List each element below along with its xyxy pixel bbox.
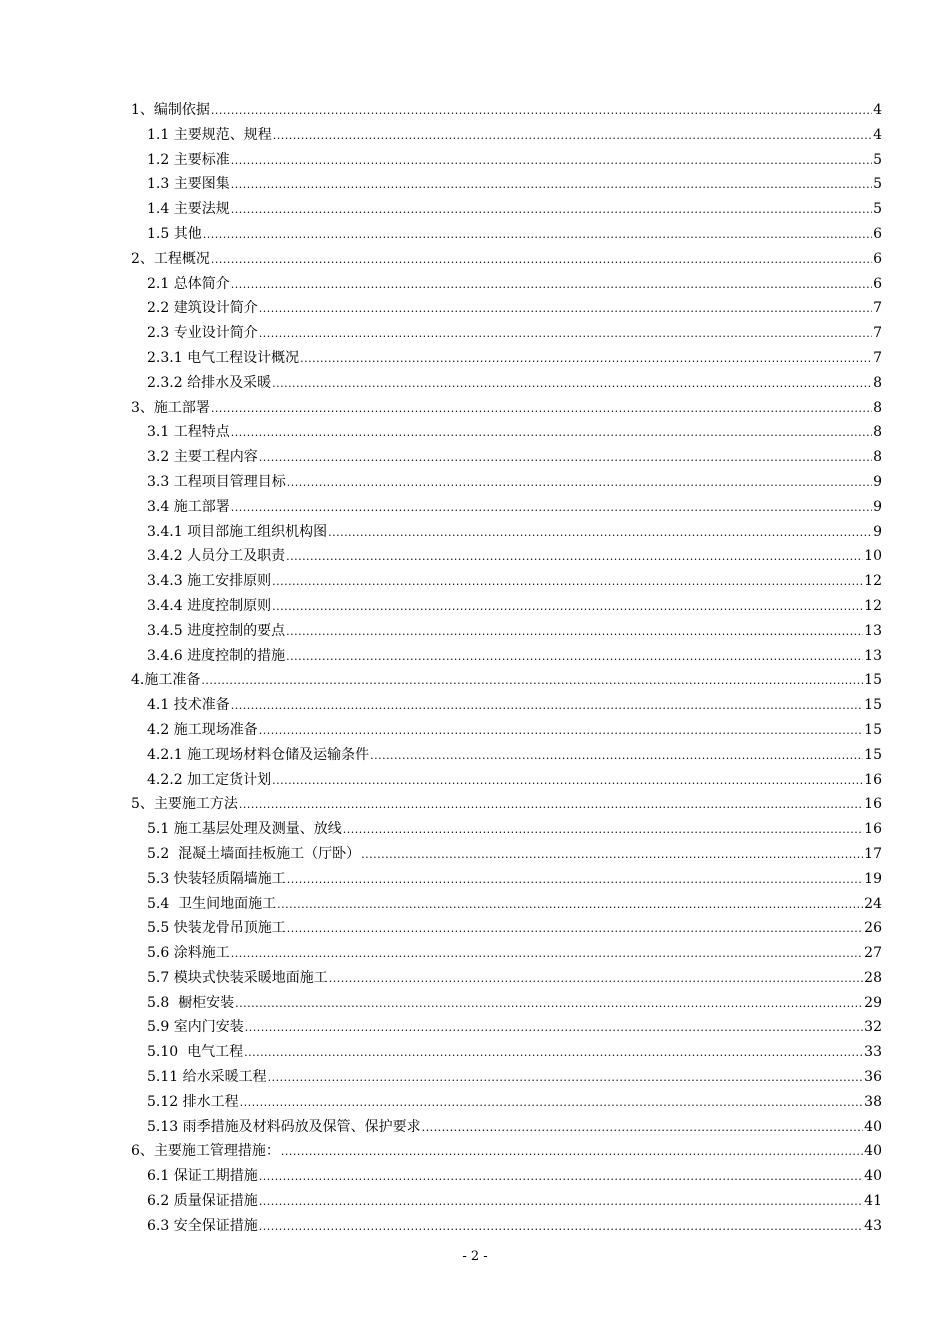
- toc-entry-page: 24: [864, 895, 882, 912]
- toc-section-entry[interactable]: [0, 420, 950, 445]
- toc-entry-title: 6.3 安全保证措施: [147, 1217, 258, 1234]
- toc-entry-title: 2.2 建筑设计简介: [147, 300, 258, 317]
- toc-chapter-entry[interactable]: [0, 396, 950, 421]
- toc-dot-leader: [259, 719, 863, 744]
- toc-chapter-entry[interactable]: [0, 792, 950, 817]
- toc-dot-leader: [231, 496, 872, 521]
- toc-dot-leader: [211, 397, 872, 422]
- toc-entry-title: 4.2 施工现场准备: [147, 721, 258, 738]
- toc-section-entry[interactable]: [0, 743, 950, 768]
- toc-entry-page: 6: [873, 275, 882, 292]
- toc-dot-leader: [259, 322, 872, 347]
- toc-entry-title: 4.施工准备: [131, 672, 201, 689]
- toc-section-entry[interactable]: [0, 867, 950, 892]
- toc-section-entry[interactable]: [0, 892, 950, 917]
- toc-dot-leader: [272, 769, 863, 794]
- toc-entry-title: 1.1 主要规范、规程: [147, 126, 272, 143]
- toc-entry-title: 5.6 涂料施工: [147, 945, 230, 962]
- toc-dot-leader: [287, 868, 863, 893]
- toc-dot-leader: [231, 421, 872, 446]
- toc-entry-page: 5: [873, 151, 882, 168]
- toc-entry-title: 3.4.6 进度控制的措施: [147, 647, 286, 664]
- toc-section-entry[interactable]: [0, 1040, 950, 1065]
- toc-section-entry[interactable]: [0, 768, 950, 793]
- toc-dot-leader: [231, 149, 872, 174]
- toc-entry-title: 3.1 工程特点: [147, 424, 230, 441]
- toc-entry-page: 16: [864, 796, 882, 813]
- toc-section-entry[interactable]: [0, 172, 950, 197]
- toc-section-entry[interactable]: [0, 966, 950, 991]
- toc-entry-page: 10: [864, 548, 882, 565]
- toc-entry-page: 12: [864, 573, 882, 590]
- toc-dot-leader: [277, 893, 863, 918]
- toc-entry-title: 5.8 橱柜安装: [147, 994, 235, 1011]
- toc-entry-page: 29: [864, 994, 882, 1011]
- toc-entry-page: 38: [864, 1093, 882, 1110]
- toc-entry-page: 7: [873, 325, 882, 342]
- toc-section-entry[interactable]: [0, 941, 950, 966]
- toc-section-entry[interactable]: [0, 842, 950, 867]
- toc-dot-leader: [370, 744, 863, 769]
- toc-dot-leader: [328, 521, 872, 546]
- toc-section-entry[interactable]: [0, 470, 950, 495]
- toc-dot-leader: [287, 917, 863, 942]
- toc-entry-title: 1.2 主要标准: [147, 151, 230, 168]
- toc-section-entry[interactable]: [0, 1164, 950, 1189]
- toc-section-entry[interactable]: [0, 445, 950, 470]
- toc-entry-title: 5.11 给水采暖工程: [147, 1069, 267, 1086]
- toc-entry-title: 3.4 施工部署: [147, 498, 230, 515]
- toc-entry-page: 33: [864, 1044, 882, 1061]
- toc-entry-page: 9: [873, 473, 882, 490]
- toc-entry-title: 6.1 保证工期措施: [147, 1168, 258, 1185]
- toc-entry-title: 4.2.1 施工现场材料仓储及运输条件: [147, 746, 370, 763]
- toc-chapter-entry[interactable]: [0, 247, 950, 272]
- toc-entry-title: 3.4.4 进度控制原则: [147, 597, 272, 614]
- toc-entry-page: 15: [864, 697, 882, 714]
- toc-dot-leader: [231, 198, 872, 223]
- toc-entry-page: 43: [864, 1217, 882, 1234]
- toc-section-entry[interactable]: [0, 272, 950, 297]
- toc-section-entry[interactable]: [0, 1115, 950, 1140]
- toc-dot-leader: [239, 793, 863, 818]
- toc-dot-leader: [287, 471, 872, 496]
- toc-chapter-entry[interactable]: [0, 98, 950, 123]
- toc-section-entry[interactable]: [0, 1214, 950, 1239]
- toc-entry-title: 4.1 技术准备: [147, 697, 230, 714]
- toc-entry-page: 40: [864, 1143, 882, 1160]
- toc-entry-page: 8: [873, 399, 882, 416]
- toc-entry-page: 8: [873, 374, 882, 391]
- toc-chapter-entry[interactable]: [0, 1139, 950, 1164]
- toc-entry-page: 26: [864, 920, 882, 937]
- toc-dot-leader: [231, 273, 872, 298]
- toc-dot-leader: [281, 1140, 863, 1165]
- toc-entry-title: 3.4.5 进度控制的要点: [147, 622, 286, 639]
- toc-dot-leader: [343, 818, 863, 843]
- toc-section-entry[interactable]: [0, 544, 950, 569]
- toc-dot-leader: [272, 372, 872, 397]
- toc-entry-page: 16: [864, 821, 882, 838]
- toc-dot-leader: [259, 1215, 863, 1240]
- toc-dot-leader: [211, 99, 872, 124]
- toc-section-entry[interactable]: [0, 594, 950, 619]
- toc-dot-leader: [286, 545, 863, 570]
- toc-dot-leader: [268, 1066, 864, 1091]
- toc-entry-page: 15: [864, 746, 882, 763]
- toc-dot-leader: [231, 694, 863, 719]
- toc-entry-title: 6.2 质量保证措施: [147, 1193, 258, 1210]
- toc-dot-leader: [273, 124, 872, 149]
- toc-entry-title: 2.1 总体简介: [147, 275, 230, 292]
- page-number-footer: - 2 -: [462, 1249, 488, 1264]
- toc-entry-title: 5.13 雨季措施及材料码放及保管、保护要求: [147, 1118, 421, 1135]
- toc-entry-page: 32: [864, 1019, 882, 1036]
- toc-entry-title: 3.4.2 人员分工及职责: [147, 548, 286, 565]
- toc-dot-leader: [244, 1041, 863, 1066]
- toc-entry-page: 12: [864, 597, 882, 614]
- toc-dot-leader: [235, 992, 863, 1017]
- toc-entry-title: 5.4 卫生间地面施工: [147, 895, 277, 912]
- toc-section-entry[interactable]: [0, 495, 950, 520]
- toc-entry-page: 13: [864, 647, 882, 664]
- toc-entry-title: 4.2.2 加工定货计划: [147, 771, 272, 788]
- toc-section-entry[interactable]: [0, 222, 950, 247]
- toc-dot-leader: [201, 669, 863, 694]
- toc-entry-page: 7: [873, 300, 882, 317]
- toc-entry-title: 1.5 其他: [147, 225, 202, 242]
- toc-section-entry[interactable]: [0, 1065, 950, 1090]
- toc-dot-leader: [259, 446, 872, 471]
- toc-dot-leader: [231, 942, 863, 967]
- toc-entry-page: 17: [864, 845, 882, 862]
- toc-entry-title: 3.4.1 项目部施工组织机构图: [147, 523, 328, 540]
- toc-dot-leader: [211, 248, 872, 273]
- toc-entry-page: 16: [864, 771, 882, 788]
- toc-entry-page: 6: [873, 225, 882, 242]
- toc-entry-title: 2.3.1 电气工程设计概况: [147, 349, 300, 366]
- toc-dot-leader: [259, 1165, 863, 1190]
- toc-section-entry[interactable]: [0, 644, 950, 669]
- toc-entry-page: 15: [864, 672, 882, 689]
- toc-section-entry[interactable]: [0, 916, 950, 941]
- toc-section-entry[interactable]: [0, 296, 950, 321]
- toc-entry-page: 5: [873, 201, 882, 218]
- toc-entry-page: 19: [864, 870, 882, 887]
- toc-section-entry[interactable]: [0, 619, 950, 644]
- toc-entry-title: 2.3 专业设计简介: [147, 325, 258, 342]
- toc-dot-leader: [286, 620, 863, 645]
- toc-entry-title: 5.12 排水工程: [147, 1093, 239, 1110]
- toc-section-entry[interactable]: [0, 1015, 950, 1040]
- toc-entry-page: 4: [873, 102, 882, 118]
- toc-entry-page: 5: [873, 176, 882, 193]
- toc-entry-title: 3.3 工程项目管理目标: [147, 473, 286, 490]
- toc-section-entry[interactable]: [0, 817, 950, 842]
- toc-dot-leader: [259, 1190, 863, 1215]
- toc-entry-page: 7: [873, 349, 882, 366]
- toc-entry-title: 6、主要施工管理措施：: [131, 1143, 280, 1160]
- toc-dot-leader: [286, 645, 863, 670]
- toc-dot-leader: [231, 173, 872, 198]
- toc-section-entry[interactable]: [0, 123, 950, 148]
- toc-entry-title: 2.3.2 给排水及采暖: [147, 374, 272, 391]
- toc-entry-title: 3.4.3 施工安排原则: [147, 573, 272, 590]
- toc-entry-title: 5.10 电气工程: [147, 1044, 244, 1061]
- toc-entry-page: 13: [864, 622, 882, 639]
- toc-dot-leader: [272, 595, 863, 620]
- toc-entry-title: 5.1 施工基层处理及测量、放线: [147, 821, 342, 838]
- toc-dot-leader: [203, 223, 872, 248]
- toc-entry-title: 5.3 快装轻质隔墙施工: [147, 870, 286, 887]
- toc-section-entry[interactable]: [0, 1090, 950, 1115]
- toc-chapter-entry[interactable]: [0, 668, 950, 693]
- toc-section-entry[interactable]: [0, 569, 950, 594]
- toc-entry-page: 28: [864, 969, 882, 986]
- toc-entry-title: 5、主要施工方法: [131, 796, 238, 813]
- toc-entry-title: 5.2 混凝土墙面挂板施工（厅卧）: [147, 845, 361, 862]
- toc-section-entry[interactable]: [0, 1189, 950, 1214]
- toc-entry-title: 5.5 快装龙骨吊顶施工: [147, 920, 286, 937]
- toc-dot-leader: [422, 1116, 864, 1141]
- toc-entry-page: 40: [864, 1168, 882, 1185]
- toc-dot-leader: [329, 967, 863, 992]
- toc-entry-title: 5.7 模块式快装采暖地面施工: [147, 969, 328, 986]
- toc-entry-page: 40: [864, 1118, 882, 1135]
- toc-dot-leader: [300, 347, 872, 372]
- toc-section-entry[interactable]: [0, 321, 950, 346]
- toc-entry-page: 27: [864, 945, 882, 962]
- toc-section-entry[interactable]: [0, 520, 950, 545]
- toc-entry-title: 2、工程概况: [131, 250, 210, 267]
- toc-entry-page: 8: [873, 424, 882, 441]
- toc-section-entry[interactable]: [0, 693, 950, 718]
- table-of-contents: [0, 98, 950, 1239]
- toc-entry-page: 41: [864, 1193, 882, 1210]
- toc-section-entry[interactable]: [0, 718, 950, 743]
- toc-dot-leader: [361, 843, 863, 868]
- toc-entry-title: 1.4 主要法规: [147, 201, 230, 218]
- toc-section-entry[interactable]: [0, 197, 950, 222]
- toc-section-entry[interactable]: [0, 371, 950, 396]
- toc-entry-page: 9: [873, 523, 882, 540]
- toc-entry-title: 1.3 主要图集: [147, 176, 230, 193]
- toc-entry-title: 3、施工部署: [131, 399, 210, 416]
- toc-entry-page: 36: [864, 1069, 882, 1086]
- toc-section-entry[interactable]: [0, 148, 950, 173]
- toc-dot-leader: [240, 1091, 864, 1116]
- toc-entry-title: 3.2 主要工程内容: [147, 449, 258, 466]
- toc-entry-page: 4: [873, 126, 882, 143]
- toc-entry-page: 8: [873, 449, 882, 466]
- toc-dot-leader: [245, 1016, 863, 1041]
- toc-section-entry[interactable]: [0, 991, 950, 1016]
- toc-entry-title: 1、编制依据: [131, 102, 210, 118]
- toc-entry-page: 15: [864, 721, 882, 738]
- toc-entry-page: 6: [873, 250, 882, 267]
- toc-entry-page: 9: [873, 498, 882, 515]
- toc-dot-leader: [272, 570, 863, 595]
- toc-entry-title: 5.9 室内门安装: [147, 1019, 244, 1036]
- toc-dot-leader: [259, 297, 872, 322]
- toc-section-entry[interactable]: [0, 346, 950, 371]
